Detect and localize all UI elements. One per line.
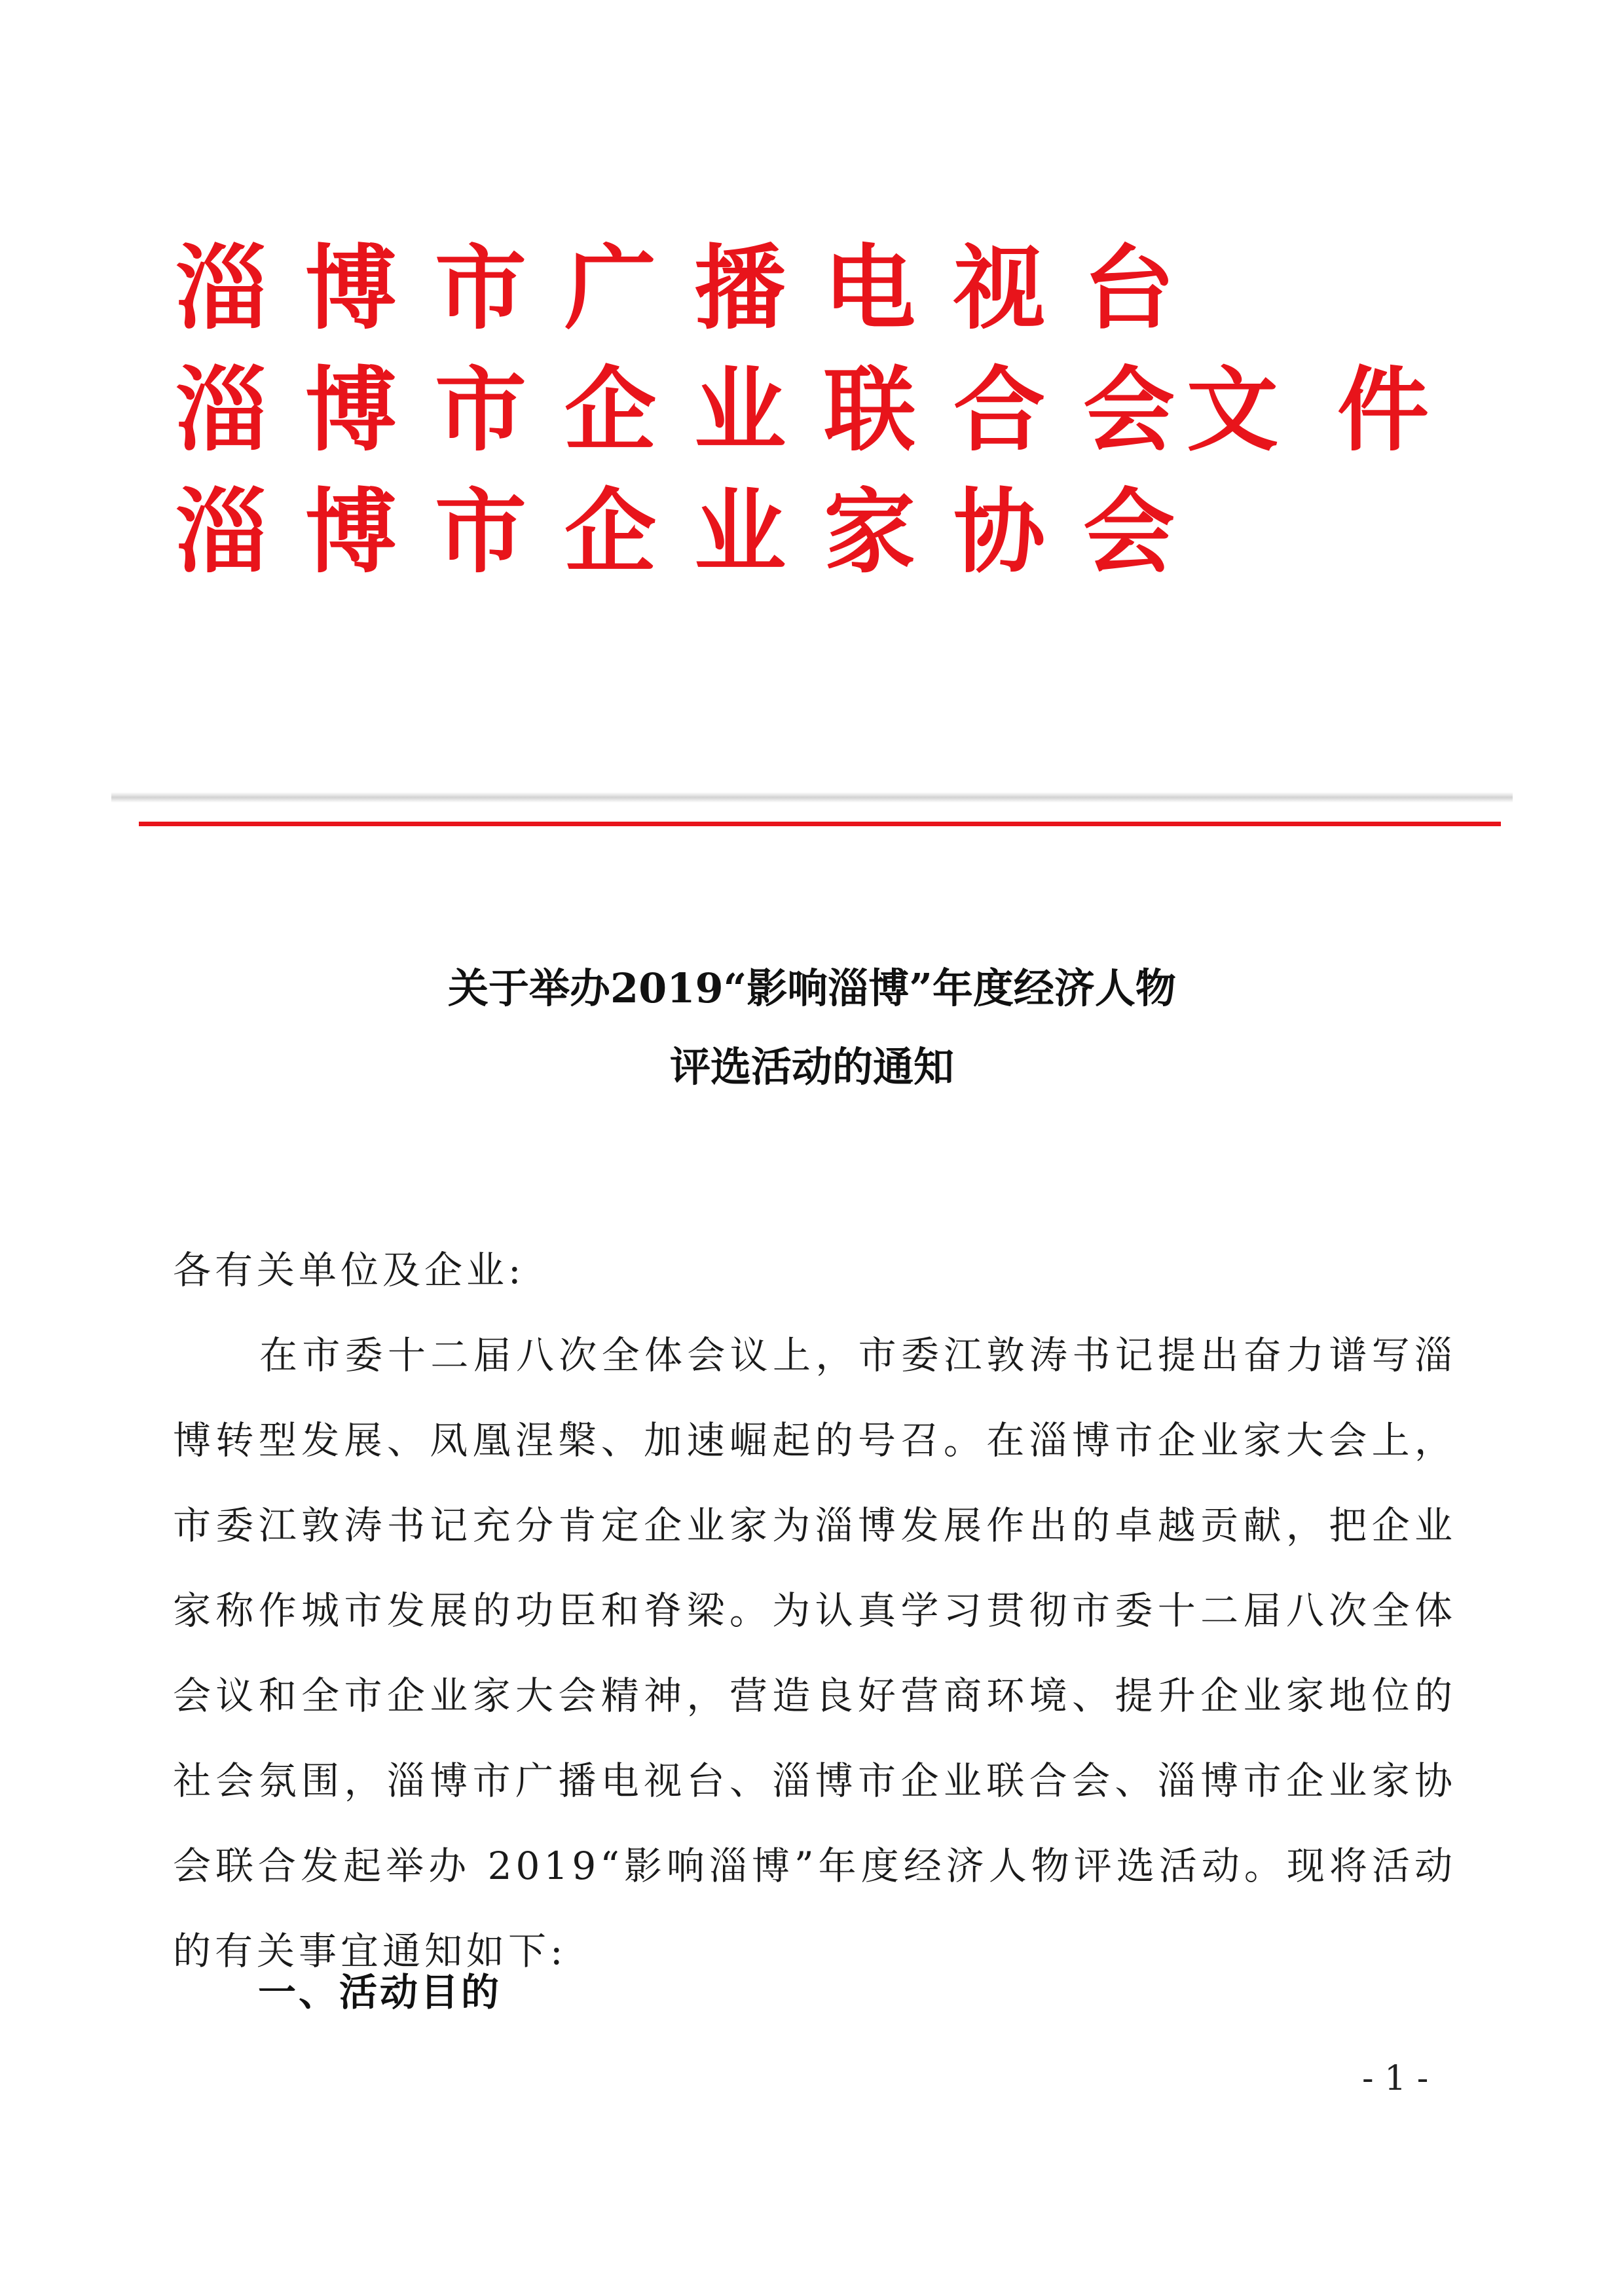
header-shadow-divider: [111, 792, 1513, 803]
document-title-line-2: 评选活动的通知: [669, 1043, 954, 1091]
header-red-divider: [139, 822, 1501, 826]
header-org-3: 淄博市企业家协会: [175, 479, 1213, 586]
page-number: - 1 -: [1362, 2059, 1429, 2098]
section-heading: 一、活动目的: [258, 1970, 502, 2014]
header-suffix: 文件: [1187, 357, 1488, 464]
header-org-2: 淄博市企业联合会: [175, 357, 1213, 464]
document-title-line-1: 关于举办2019“影响淄博”年度经济人物: [448, 964, 1176, 1012]
header-org-1: 淄博市广播电视台: [175, 236, 1213, 342]
salutation: 各有关单位及企业:: [173, 1248, 525, 1292]
document-body: [173, 1228, 1456, 1994]
body-paragraph: 在市委十二届八次全体会议上，市委江敦涛书记提出奋力谱写淄博转型发展、凤凰涅槃、加速崛起的号召。在淄博市企业家大会上，市委江敦涛书记充分肯定企业家为淄博发展作出的卓越贡献，把企业家称作城市发展的功臣和脊梁。为认真学习贯彻市委十二届八次全体会议和全市企业家大会精神，营造良好营商环境、提升企业家地位的社会氛围，淄博市广播电视台、淄博市企业联合会、淄博市企业家协会联合发起举办 2019“影响淄博”年度经济人物评选活动。现将活动的有关事宜通知如下:: [173, 1333, 1456, 1973]
